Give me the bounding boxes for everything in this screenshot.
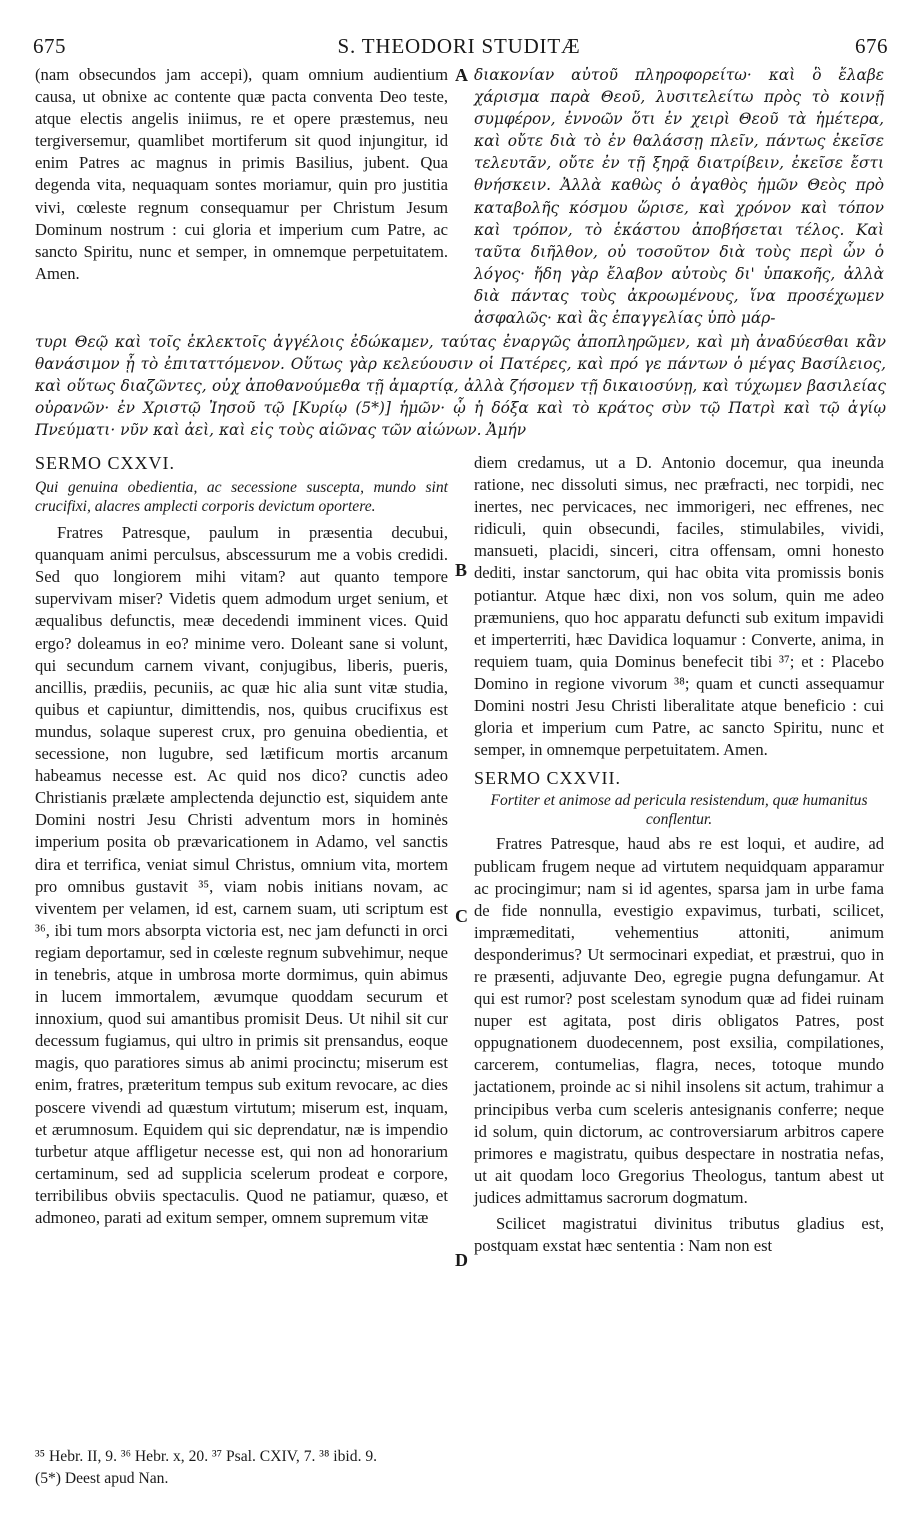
page-number-right: 676 (855, 34, 888, 58)
sermon-subtitle-126: Qui genuina obedientia, ac secessione suscepta, mundo sint crucifixi, alacres amplecti corporis devictum oportere. (35, 479, 448, 516)
footnote-textual-note: (5*) Deest apud Nan. (35, 1470, 169, 1487)
latin-paragraph-closing: (nam obsecundos jam accepi), quam omnium audientium causa, ut obnixe ac contente quæ pacta conventa Deo teste, atque electis angelis iniimus, re et opere præstemus, neu tergiversemur, quamlibet mortiferum sit quod injungitur, id enim Patres ac magnus in primis Basilius, jubent. Qua degenda vita, nequaquam sontes moriamur, quin pro justitia vivi, cœleste regnum consequamur per Christum Jesum Dominum nostrum : cui gloria et imperium cum Patre, ac sancto Spiritu, nunc et semper, in omnemque perpetuitatem. Amen. (35, 65, 448, 283)
footnotes (35, 1446, 886, 1490)
sermon-127-text: Fratres Patresque, haud abs re est loqui, et audire, ad publicam frugem neque ad virtutem nequidquam apparamur ac procingimur; nam si id agentes, sparsa jam in urbe fama de fide nonnulla, evestigio expavimus, turbati, scilicet, impræmeditati, vehementius attoniti, animum desponderimus? Ut sermocinari expediat, et præstrui, quo in re præsenti, adjuvante Deo, egregie pugna defungamur. At qui est rumor? post scelestam synodum quæ ad fidei ruinam nuper est agitata, post diris obligatos Patres, post oppugnationem duodecennem, post exsilia, compilationes, carcerem, contumelias, flagra, neces, totoque mundo jactationem, proinde ac si nihil insolens sit actum, trahimur a principibus verba cum sceleris antesignanis conferre; neque id solum, quin dictorum, ac controversiarum arbitros capere primores e magistratu, quibus despectare in nostratia nefas, ut ait quodam loco Gregorius Theologus, tantum abest ut judices admittamus sacrorum dogmatum. (474, 834, 884, 1207)
right-column-top (474, 64, 884, 329)
sermon-heading-127: SERMO CXXVII. (474, 768, 622, 789)
sermon-126-conclusion: diem credamus, ut a D. Antonio docemur, qua ineunda ratione, nec dissoluti simus, nec præfracti, nec torpidi, nec inertes, nec pervicaces, nec immorigeri, nec effrenes, nec ridiculi, quin obsecundi, faciles, stimulabiles, vividi, mansueti, placidi, sinceri, citra offensam, omni honesto dediti, instar sanctorum, qui hac obita vita promissis bonis potiantur. Atque hæc dixi, non vos solum, quin me adeo præmuniens, quo hoc apparatu defuncti sub exitum impavidi et imperterriti, hæc Davidica loquamur : Converte, anima, in requiem tuam, quia Dominus benefecit tibi ³⁷; et : Placebo Domino in regione vivorum ³⁸; quam et cuncti assequamur Domini nostri Jesu Christi liberalitate atque beneficio : cui gloria et imperium cum Patre, ac sancto Spiritu, nunc et semper, in omnemque perpetuitatem. Amen. (474, 453, 884, 760)
greek-full-width (35, 331, 886, 441)
margin-letter-d: D (455, 1250, 468, 1270)
margin-letter-a: A (455, 65, 468, 85)
sermon-heading-126: SERMO CXXVI. (35, 453, 176, 473)
margin-letter-c: C (455, 906, 468, 926)
sermon-subtitle-127: Fortiter et animose ad pericula resistendum, quæ humanitus conflentur. (490, 792, 868, 829)
page-number-left: 675 (33, 34, 66, 58)
right-column-lower (474, 452, 884, 1257)
left-column-top (35, 64, 448, 285)
footnote-references: ³⁵ Hebr. II, 9. ³⁶ Hebr. x, 20. ³⁷ Psal. CXIV, 7. ³⁸ ibid. 9. (35, 1448, 378, 1465)
greek-paragraph-closing: διακονίαν αὐτοῦ πληροφορείτω· καὶ ὃ ἔλαβε χάρισμα παρὰ Θεοῦ, λυσιτελείτω πρὸς τὸ κοινῇ συμφέρον, ἐννοῶν ὅτι ἐν χειρὶ Θεοῦ τὰ ἡμέτερα, καὶ οὔτε διὰ τὸ ἐν θαλάσσῃ πλεῖν, πάντως ἐκεῖσε τελευτᾶν, οὔτε ἐν τῇ ξηρᾷ διατρίβειν, ἐκεῖσε ἔστι θνήσκειν. Ἀλλὰ καθὼς ὁ ἀγαθὸς ἡμῶν Θεὸς πρὸ καταβολῆς κόσμου ὥρισε, καὶ χρόνον καὶ τόπον καὶ τρόπον, τὸ ἑκάστου ἀποβήσεται τέλος. Καὶ ταῦτα διῆλθον, οὐ τοσοῦτον διὰ τοὺς περὶ ὧν ὁ λόγος· ἤδη γὰρ ἔλαβον αὐτοὺς δι' ὑπακοῆς, ἀλλὰ διὰ πάντας τοὺς ἀκροωμένους, ἵνα προσέχωμεν ἀσφαλῶς· καὶ ἃς ἐπαγγελίας ὑπὸ μάρ- (474, 66, 884, 328)
sermon-127-text-continued: Scilicet magistratui divinitus tributus gladius est, postquam exstat hæc sententia : Nam non est (474, 1214, 884, 1256)
greek-paragraph-full: τυρι Θεῷ καὶ τοῖς ἐκλεκτοῖς ἀγγέλοις ἐδώκαμεν, ταύτας ἐναργῶς ἀποπληρῶμεν, καὶ μὴ ἀναδύεσθαι κἂν θανάσιμον ᾖ τὸ ἐπιταττόμενον. Οὕτως γὰρ κελεύουσιν οἱ Πατέρες, καὶ πρό γε πάντων ὁ μέγας Βασίλειος, καὶ οὕτως διαζῶντες, οὐχ ἀποθανούμεθα τῇ ἁμαρτίᾳ, ἀλλὰ ζήσομεν τῇ δικαιοσύνῃ, καὶ τύχωμεν βασιλείας οὐρανῶν· ἐν Χριστῷ Ἰησοῦ τῷ [Κυρίῳ (5*)] ἡμῶν· ᾧ ἡ δόξα καὶ τὸ κράτος σὺν τῷ Πατρὶ καὶ τῷ ἁγίῳ Πνεύματι· νῦν καὶ ἀεὶ, καὶ εἰς τοὺς αἰῶνας τῶν αἰώνων. Ἀμήν (35, 333, 886, 440)
margin-letter-b: B (455, 560, 468, 580)
left-column-lower (35, 452, 448, 1229)
running-title: S. THEODORI STUDITÆ (337, 34, 581, 58)
sermon-126-text: Fratres Patresque, paulum in præsentia decubui, quanquam animi perculsus, abscessurum me a vobis credidi. Sed quo longiorem mihi vitam? aut quanto tempore supervivam miser? Videtis quem admodum urget senium, et æqualibus defunctis, meæ decedendi imminent vices. Quid ergo? doleamus in eo? minime vero. Doleant sane si volunt, qui secundum carnem vivant, conjugibus, liberis, pueris, ancillis, prædiis, pecuniis, ac quæ hic alia sunt vitæ studia, quibus et capiuntur, dimittendis, nos, quibus crucifixus est mundus, solaque superest crux, pro genuina obedientia, et secessione, non lugubre, sed lætificum mortis arcanum habeamus necesse est. Ac quid nos dico? cunctis adeo Christianis prælæte amplectenda dejunctio est, siquidem ante Domini nostri Jesu Christi adventum mors in hominės imperium posita ob prævaricationem in Adamo, vel sanctis dira et terrifica, veniat simul Christus, omnium vita, mortem pro omnibus gustavit ³⁵, viam nobis initians novam, ac viventem per velamen, id est, carnem suam, uti scriptum est ³⁶, ibi tum mors absorpta victoria est, nec jam defuncti in orci regiam deportamur, sed in cœleste regnum subvehimur, neque in tenebris, atque in umbrosa morte dormimus, quin abimus in lucem immortalem, ævumque quoddam securum et innoxium, quod sui amantibus promisit Deus. Ut nihil sit cur decessum fugiamus, qui ultro in primis sit prensandus, eoque magis, quo paratiores simus ab animi procinctu; miserum est enim, fratres, præteritum tempus sub exitum revocare, ac dies poscere vivendi ad quæstum virtutum; miserum est, inquam, et ærumnosum. Equidem qui sic deprendatur, næ is impendio turbetur atque affligetur necesse est, qui non ad honorarium certaminum, sed ad supplicia scelerum prodeat e corpore, terribilibus obviis spectaculis. Quod ne patiamur, quæso, et admoneo, parati ad exitum semper, omnem supremum vitæ (35, 523, 448, 1227)
